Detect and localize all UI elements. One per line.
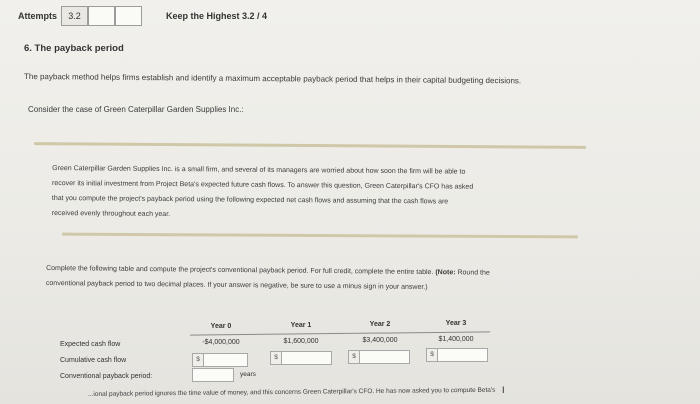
attempt-slot-2 — [88, 6, 115, 26]
cumulative-input-year-3[interactable] — [426, 348, 488, 362]
row-label-cash-flow: Expected cash flow — [60, 341, 121, 348]
instructions-paragraph — [46, 261, 490, 296]
scenario-line: received evenly throughout each year. — [51, 209, 171, 219]
instructions-text-end: Round the — [455, 269, 490, 277]
scenario-line: recover its initial investment from Project Beta's expected future cash flows. To answer this question, Green Caterpillar's CFO has asked — [52, 180, 474, 191]
divider-bottom — [62, 233, 578, 239]
currency-prefix: $ — [271, 352, 282, 364]
cumulative-input-year-2[interactable] — [348, 350, 410, 364]
payback-unit-label: years — [240, 371, 256, 378]
cash-flow-year-3: $1,400,000 — [438, 336, 474, 343]
attempt-slot-3 — [115, 6, 142, 26]
scenario-paragraph — [52, 161, 474, 225]
text-cursor-icon: I — [502, 385, 505, 395]
note-label: (Note: — [435, 269, 456, 277]
currency-prefix: $ — [193, 354, 204, 366]
consider-text: Consider the case of Green Caterpillar Garden Supplies Inc.: — [28, 105, 244, 114]
section-title: 6. The payback period — [24, 43, 124, 54]
currency-prefix: $ — [349, 351, 360, 363]
attempts-score: 3.2 — [61, 6, 88, 26]
header-year-2: Year 2 — [369, 321, 391, 328]
header-year-3: Year 3 — [445, 320, 467, 327]
instructions-text: Complete the following table and compute the project's conventional payback period. For full credit, complete the entire table. — [46, 265, 436, 277]
scenario-line: that you compute the project's payback period using the following expected net cash flows and assuming that the cash flows are — [51, 194, 449, 206]
cash-flow-year-0: -$4,000,000 — [202, 339, 240, 346]
row-label-payback: Conventional payback period: — [60, 373, 153, 380]
header-underline — [190, 331, 490, 335]
instructions-line-2: conventional payback period to two decimal places. If your answer is negative, be sure to use a minus sign in your answer.) — [45, 279, 428, 291]
cumulative-input-year-1[interactable] — [270, 351, 332, 365]
cumulative-input-year-0[interactable] — [192, 353, 248, 367]
divider-top — [34, 142, 586, 149]
cash-flow-year-1: $1,600,000 — [283, 338, 319, 345]
row-label-cumulative: Cumulative cash flow — [60, 357, 127, 364]
intro-text: The payback method helps firms establish and identify a maximum acceptable payback period that helps in their capital budgeting decisions. — [23, 72, 522, 86]
header-year-1: Year 1 — [290, 322, 312, 329]
header-year-0: Year 0 — [210, 323, 232, 330]
attempts-label: Attempts — [18, 11, 58, 21]
currency-prefix: $ — [427, 349, 438, 361]
next-question-text: ...ional payback period ignores the time value of money, and this concerns Green Caterpillar's CFO. He has now asked you to compute Beta's — [87, 386, 496, 398]
cash-flow-year-2: $3,400,000 — [362, 337, 398, 344]
payback-period-input[interactable] — [192, 368, 234, 382]
scenario-line: Green Caterpillar Garden Supplies Inc. is a small firm, and several of its managers are worried about how soon the firm will be able to — [52, 165, 466, 176]
keep-highest-label: Keep the Highest 3.2 / 4 — [166, 11, 268, 21]
